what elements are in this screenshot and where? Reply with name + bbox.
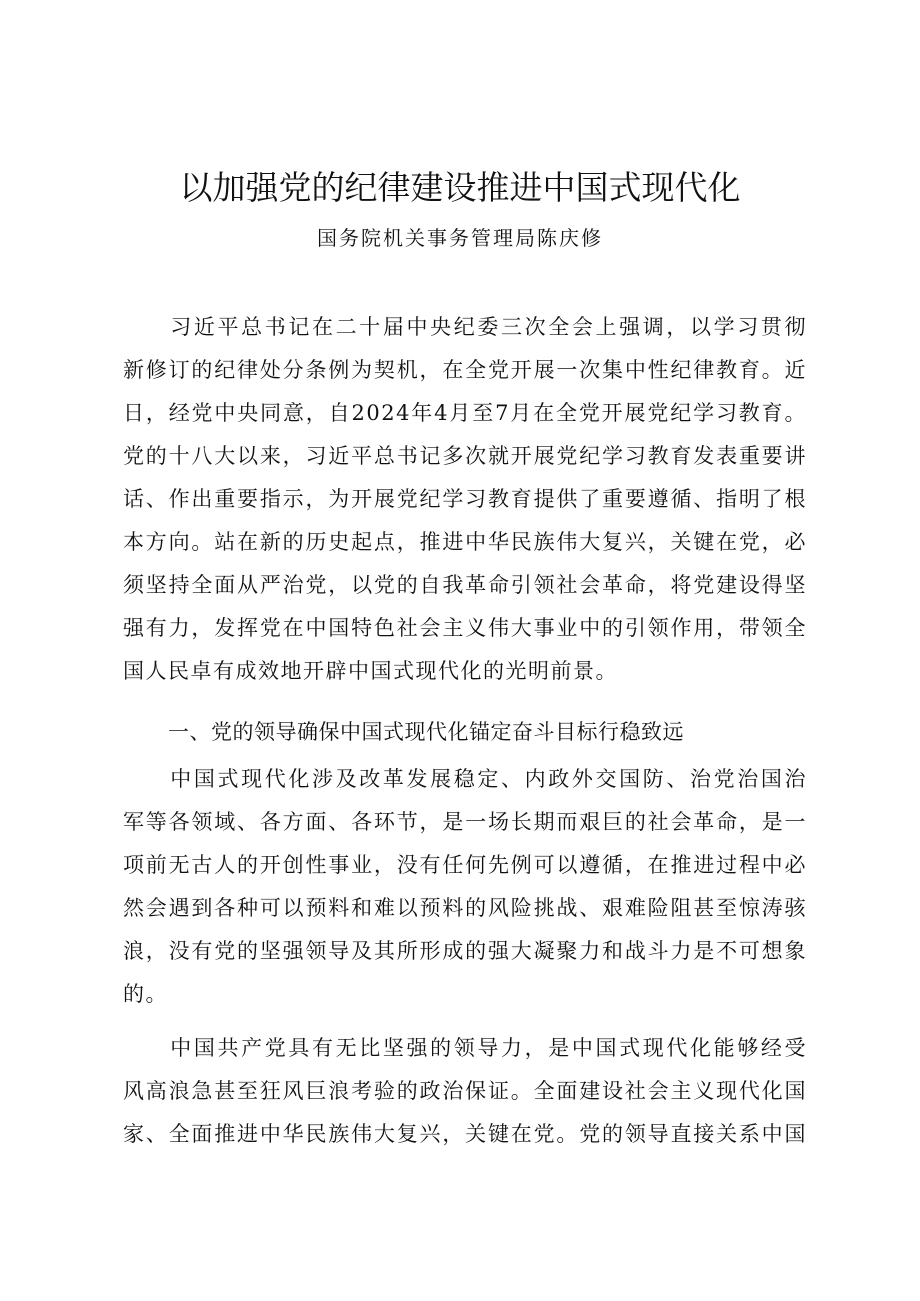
paragraph-line: 强有力，发挥党在中国特色社会主义伟大事业中的引领作用，带领全	[123, 616, 807, 640]
paragraph-line: 话、作出重要指示，为开展党纪学习教育提供了重要遵循、指明了根	[123, 487, 807, 511]
paragraph-line: 浪，没有党的坚强领导及其所形成的强大凝聚力和战斗力是不可想象	[123, 939, 807, 963]
paragraph-line: 新修订的纪律处分条例为契机，在全党开展一次集中性纪律教育。近	[123, 358, 807, 382]
paragraph-line: 风高浪急甚至狂风巨浪考验的政治保证。全面建设社会主义现代化国	[123, 1079, 807, 1103]
paragraph-line: 然会遇到各种可以预料和难以预料的风险挑战、艰难险阻甚至惊涛骇	[123, 896, 807, 920]
paragraph-line: 习近平总书记在二十届中央纪委三次全会上强调，以学习贯彻	[123, 315, 807, 339]
paragraph-line: 家、全面推进中华民族伟大复兴，关键在党。党的领导直接关系中国	[123, 1122, 807, 1146]
document-title: 以加强党的纪律建设推进中国式现代化	[179, 168, 741, 207]
paragraph-line: 军等各领域、各方面、各环节，是一场长期而艰巨的社会革命，是一	[123, 810, 807, 834]
document-author: 国务院机关事务管理局陈庆修	[317, 226, 603, 250]
paragraph-section1-b	[123, 1027, 807, 1156]
paragraph-intro	[123, 306, 807, 693]
paragraph-line: 国人民卓有成效地开辟中国式现代化的光明前景。	[123, 659, 618, 683]
paragraph-line: 日，经党中央同意，自2024年4月至7月在全党开展党纪学习教育。	[123, 401, 807, 425]
paragraph-line: 党的十八大以来，习近平总书记多次就开展党纪学习教育发表重要讲	[123, 444, 807, 468]
paragraph-line: 项前无古人的开创性事业，没有任何先例可以遵循，在推进过程中必	[123, 853, 807, 877]
section-heading-1: 一、党的领导确保中国式现代化锚定奋斗目标行稳致远	[168, 720, 684, 744]
paragraph-line: 须坚持全面从严治党，以党的自我革命引领社会革命，将党建设得坚	[123, 573, 807, 597]
paragraph-line: 本方向。站在新的历史起点，推进中华民族伟大复兴，关键在党，必	[123, 530, 807, 554]
paragraph-line: 的。	[123, 982, 168, 1006]
paragraph-line: 中国式现代化涉及改革发展稳定、内政外交国防、治党治国治	[123, 767, 807, 791]
paragraph-section1-a	[123, 758, 807, 1016]
paragraph-line: 中国共产党具有无比坚强的领导力，是中国式现代化能够经受	[123, 1036, 807, 1060]
